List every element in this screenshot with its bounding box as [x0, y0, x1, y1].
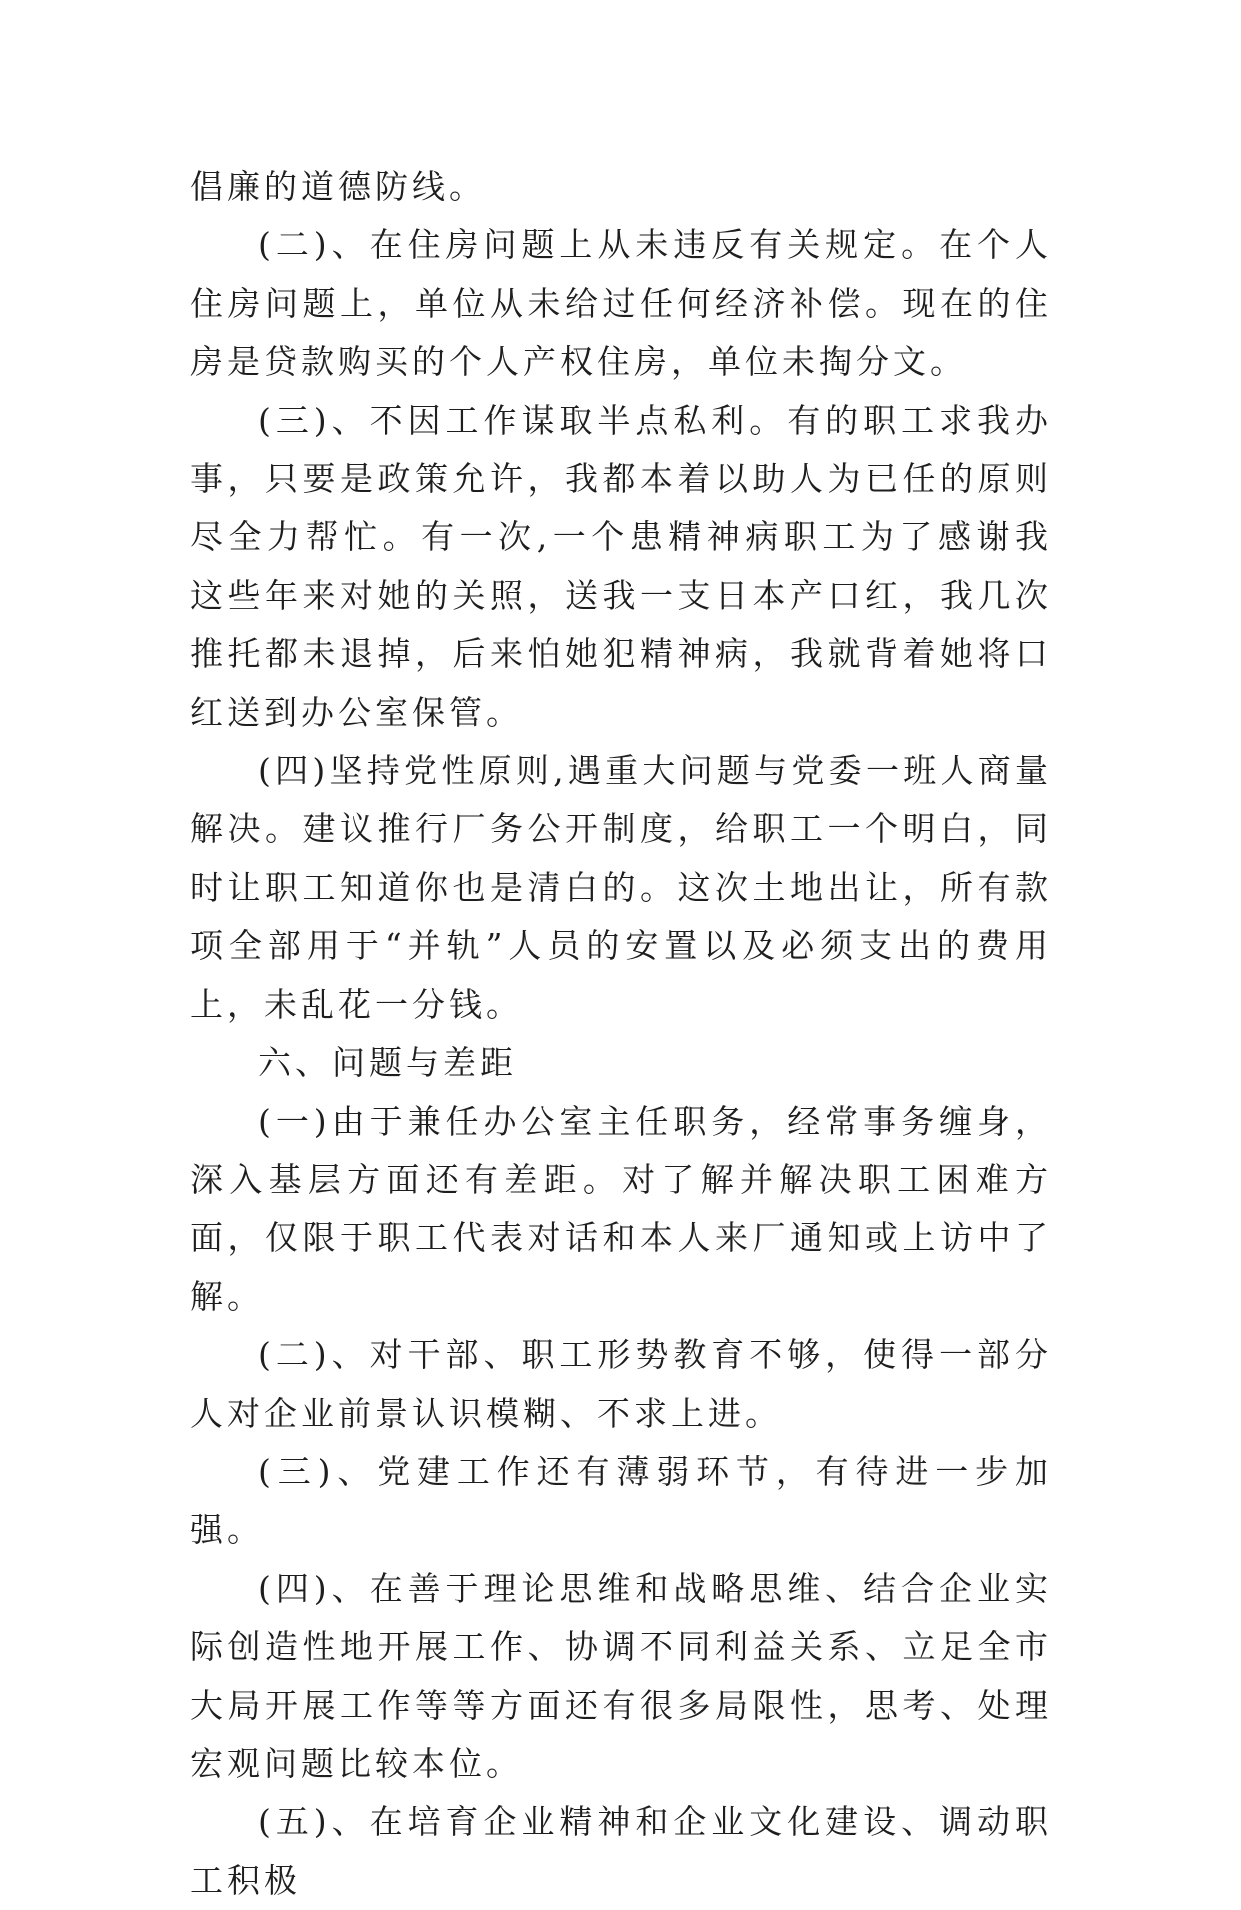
- section-heading-problems: 六、问题与差距: [258, 1043, 517, 1083]
- paragraph-housing: (二)、在住房问题上从未违反有关规定。在个人住房问题上，单位从未给过任何经济补偿。现在的住房是贷款购买的个人产权住房，单位未掏分文。: [190, 225, 1052, 382]
- document-body: [190, 158, 1052, 1910]
- paragraph-problem-3: (三)、党建工作还有薄弱环节，有待进一步加强。: [190, 1451, 1052, 1550]
- paragraph-problem-2: (二)、对干部、职工形势教育不够，使得一部分人对企业前景认识模糊、不求上进。: [190, 1335, 1052, 1433]
- paragraph-continuation: 倡廉的道德防线。: [190, 167, 486, 206]
- paragraph-problem-5: (五)、在培育企业精神和企业文化建设、调动职工积极: [190, 1802, 1052, 1900]
- paragraph-no-private-gain: (三)、不因工作谋取半点私利。有的职工求我办事，只要是政策允许，我都本着以助人为已任的原则尽全力帮忙。有一次,一个患精神病职工为了感谢我这些年来对她的关照，送我一支日本产口红，我几次推托都未退掉，后来怕她犯精神病，我就背着她将口红送到办公室保管。: [190, 400, 1052, 732]
- paragraph-problem-1: (一)由于兼任办公室主任职务，经常事务缠身，深入基层方面还有差距。对了解并解决职工困难方面，仅限于职工代表对话和本人来厂通知或上访中了解。: [190, 1101, 1052, 1316]
- paragraph-problem-4: (四)、在善于理论思维和战略思维、结合企业实际创造性地开展工作、协调不同利益关系、立足全市大局开展工作等等方面还有很多局限性，思考、处理宏观问题比较本位。: [190, 1568, 1052, 1783]
- paragraph-party-principle: (四)坚持党性原则,遇重大问题与党委一班人商量解决。建议推行厂务公开制度，给职工一个明白，同时让职工知道你也是清白的。这次土地出让，所有款项全部用于“并轨”人员的安置以及必须支出的费用上，未乱花一分钱。: [190, 751, 1052, 1024]
